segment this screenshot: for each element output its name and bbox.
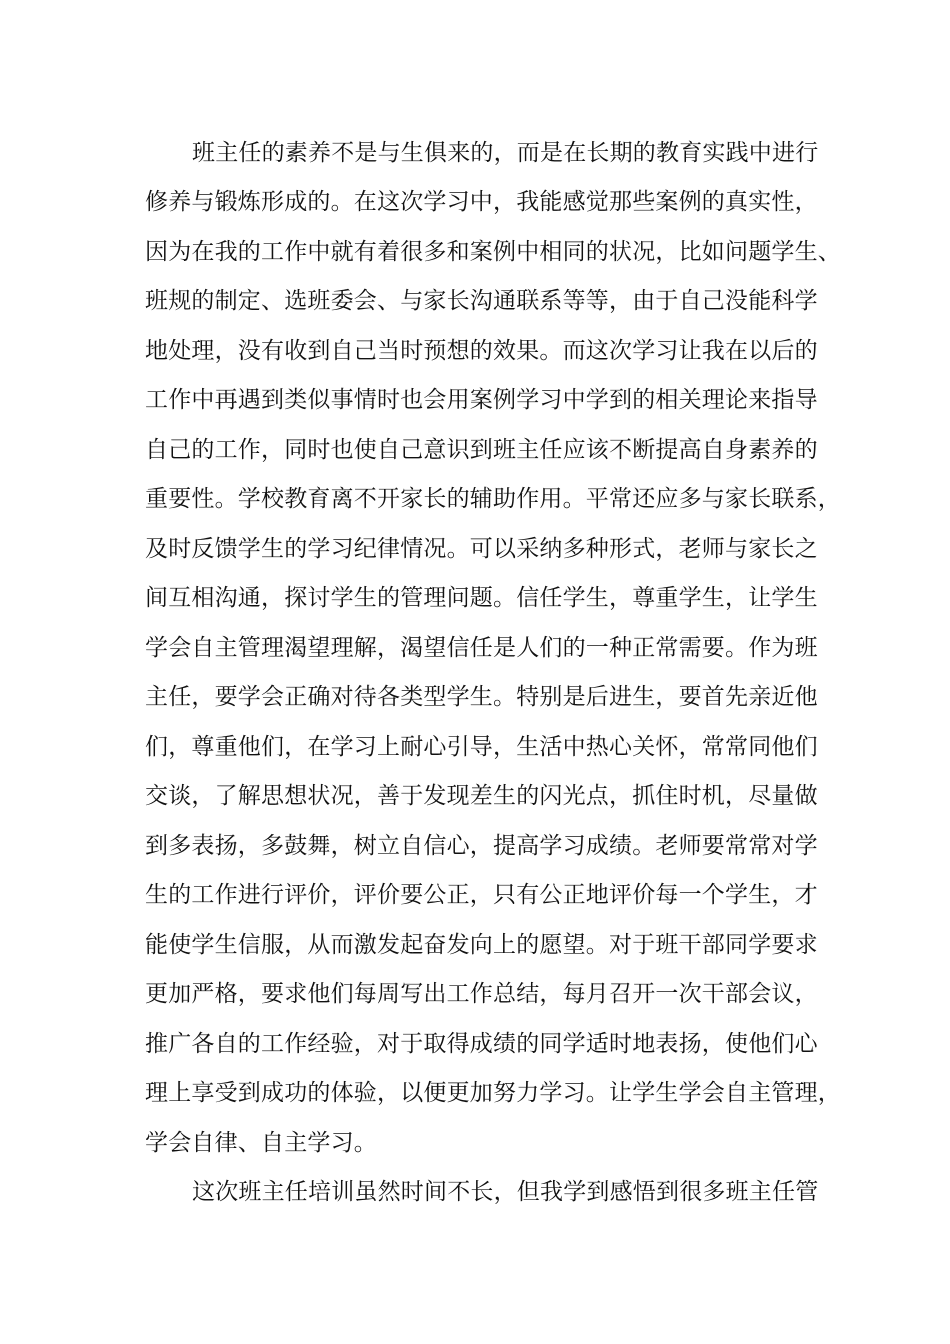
paragraph-1-line-7: 自己的工作，同时也使自己意识到班主任应该不断提高自身素养的 bbox=[145, 437, 818, 463]
paragraph-1-line-8: 重要性。学校教育离不开家长的辅助作用。平常还应多与家长联系， bbox=[145, 486, 841, 512]
paragraph-1-line-3: 因为在我的工作中就有着很多和案例中相同的状况，比如问题学生、 bbox=[145, 239, 841, 265]
paragraph-1-line-10: 间互相沟通，探讨学生的管理问题。信任学生，尊重学生，让学生 bbox=[145, 585, 818, 611]
paragraph-1-line-9: 及时反馈学生的学习纪律情况。可以采纳多种形式，老师与家长之 bbox=[145, 536, 818, 562]
paragraph-1-line-19: 推广各自的工作经验，对于取得成绩的同学适时地表扬，使他们心 bbox=[145, 1031, 818, 1057]
paragraph-1-line-21: 学会自律、自主学习。 bbox=[145, 1130, 377, 1156]
paragraph-1-line-13: 们，尊重他们，在学习上耐心引导，生活中热心关怀，常常同他们 bbox=[145, 734, 818, 760]
paragraph-1-line-12: 主任，要学会正确对待各类型学生。特别是后进生，要首先亲近他 bbox=[145, 684, 818, 710]
paragraph-1-line-15: 到多表扬，多鼓舞，树立自信心，提高学习成绩。老师要常常对学 bbox=[145, 833, 818, 859]
paragraph-1-line-1: 班主任的素养不是与生俱来的，而是在长期的教育实践中进行 bbox=[192, 140, 819, 166]
paragraph-1-line-16: 生的工作进行评价，评价要公正，只有公正地评价每一个学生，才 bbox=[145, 882, 818, 908]
paragraph-1-line-11: 学会自主管理渴望理解，渴望信任是人们的一种正常需要。作为班 bbox=[145, 635, 818, 661]
paragraph-1-line-4: 班规的制定、选班委会、与家长沟通联系等等，由于自己没能科学 bbox=[145, 288, 818, 314]
paragraph-1-line-6: 工作中再遇到类似事情时也会用案例学习中学到的相关理论来指导 bbox=[145, 387, 818, 413]
paragraph-1-line-20: 理上享受到成功的体验，以便更加努力学习。让学生学会自主管理， bbox=[145, 1080, 841, 1106]
paragraph-1-line-18: 更加严格，要求他们每周写出工作总结，每月召开一次干部会议， bbox=[145, 981, 818, 1007]
paragraph-2-line-1: 这次班主任培训虽然时间不长，但我学到感悟到很多班主任管 bbox=[192, 1179, 819, 1205]
paragraph-1-line-14: 交谈，了解思想状况，善于发现差生的闪光点，抓住时机，尽量做 bbox=[145, 783, 818, 809]
paragraph-1-line-2: 修养与锻炼形成的。在这次学习中，我能感觉那些案例的真实性， bbox=[145, 189, 818, 215]
paragraph-1-line-17: 能使学生信服，从而激发起奋发向上的愿望。对于班干部同学要求 bbox=[145, 932, 818, 958]
paragraph-1-line-5: 地处理，没有收到自己当时预想的效果。而这次学习让我在以后的 bbox=[145, 338, 818, 364]
